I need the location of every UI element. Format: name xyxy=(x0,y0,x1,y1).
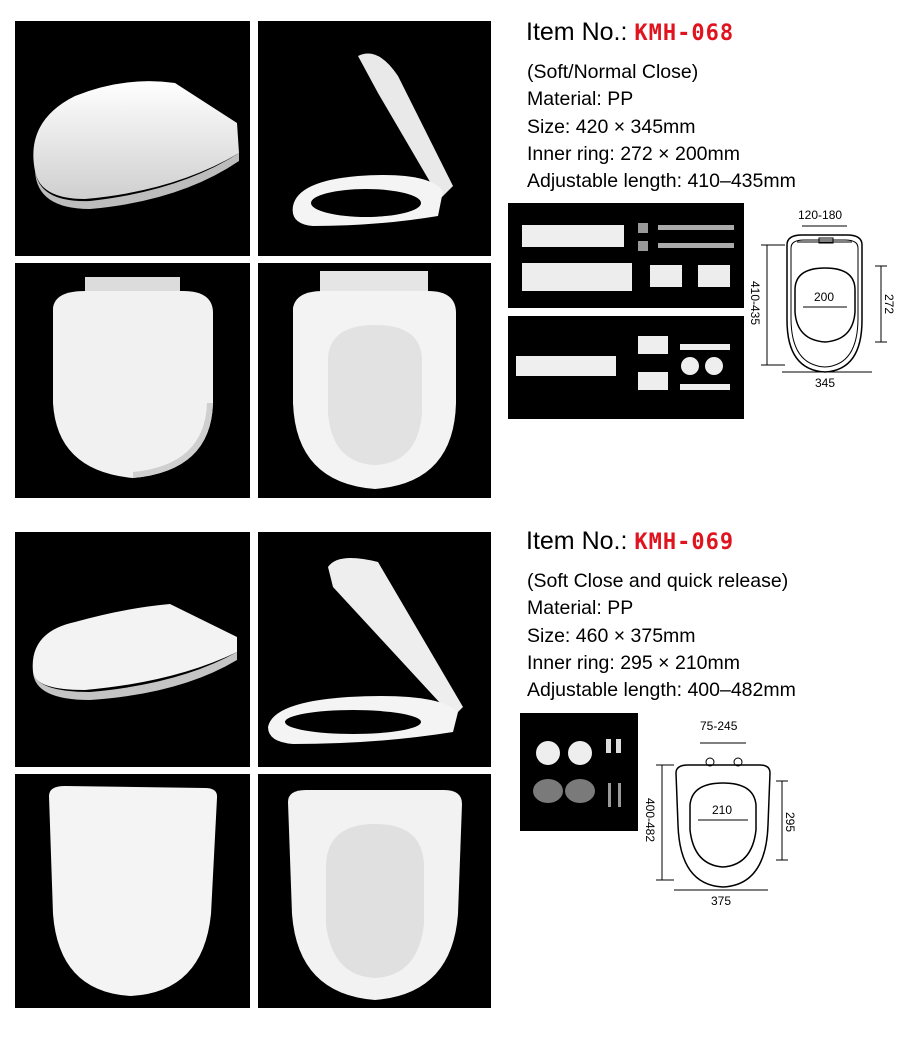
product1-size: Size: 420 × 345mm xyxy=(527,115,696,138)
product2-dim-length: 400-482 xyxy=(643,797,658,843)
product1-adjustable-length: Adjustable length: 410–435mm xyxy=(527,170,796,193)
product1-spec xyxy=(526,18,796,195)
product2-close-type: (Soft Close and quick release) xyxy=(527,570,789,592)
product2-photo-seat-open xyxy=(258,532,491,767)
product1-photo-seat-top xyxy=(15,263,250,498)
product1-item-label: Item No.: xyxy=(526,18,628,46)
product1-dim-width: 345 xyxy=(815,376,836,390)
product1-inner-ring: Inner ring: 272 × 200mm xyxy=(527,142,740,165)
product2-size: Size: 460 × 375mm xyxy=(527,624,696,647)
product1-close-type: (Soft/Normal Close) xyxy=(527,61,699,83)
product2-dim-inner-length: 295 xyxy=(783,811,798,833)
product2-dim-width: 375 xyxy=(711,894,732,908)
product2-material: Material: PP xyxy=(527,597,634,620)
product2-dimension-diagram xyxy=(643,715,798,910)
product1-dim-length: 410-435 xyxy=(748,280,763,326)
product1-photo-seat-underside xyxy=(258,263,491,498)
product2-photo-seat-closed xyxy=(15,532,250,767)
product2-dim-hinge-spacing: 75-245 xyxy=(700,719,738,733)
product1-photo-seat-closed xyxy=(15,21,250,256)
product1-dimension-diagram xyxy=(747,200,897,395)
product2-item-line xyxy=(526,527,796,556)
product2-photo-seat-underside xyxy=(258,774,491,1008)
product1-dim-inner-length: 272 xyxy=(882,293,897,315)
product1-material: Material: PP xyxy=(527,88,634,111)
product2-item-number: KMH-069 xyxy=(634,530,735,555)
product2-photo-seat-top xyxy=(15,774,250,1008)
product1-item-line xyxy=(526,18,796,47)
product1-item-number: KMH-068 xyxy=(634,21,735,46)
product2-hinge-photo xyxy=(520,713,638,831)
product2-inner-ring: Inner ring: 295 × 210mm xyxy=(527,651,740,674)
product1-photo-seat-open xyxy=(258,21,491,256)
product2-dim-inner-width: 210 xyxy=(712,803,733,817)
product1-dim-inner-width: 200 xyxy=(814,290,835,304)
product1-dim-hinge-spacing: 120-180 xyxy=(798,208,843,222)
product1-hinge-photo-bottom xyxy=(508,316,744,419)
product1-hinge-photo-top xyxy=(508,203,744,308)
product2-item-label: Item No.: xyxy=(526,527,628,555)
product2-adjustable-length: Adjustable length: 400–482mm xyxy=(527,679,796,702)
product2-spec xyxy=(526,527,796,704)
